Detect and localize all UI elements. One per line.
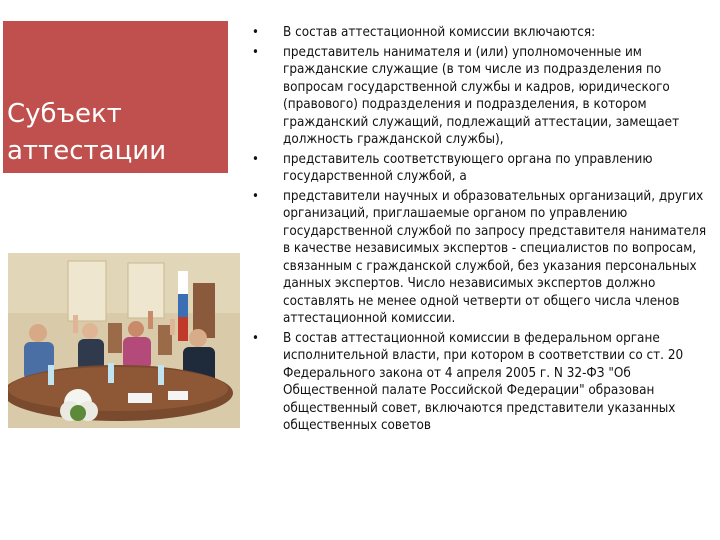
bullet-text: представители научных и образовательных организаций, других организаций, приглашаемые органом по управлению государственной службой по запросу представителя нанимателя в качестве независимых экспертов - специалистов по вопросам, связанным с гражданской службой, без указания персональных данных экспертов. Число независимых экспертов должно составлять не менее одной четверти от общего числа членов аттестационной комиссии. [283, 188, 707, 326]
list-item [252, 151, 712, 186]
meeting-photo-illustration [8, 253, 240, 428]
bullet-marker: • [252, 44, 259, 60]
bullet-marker: • [252, 25, 259, 40]
bullet-marker: • [252, 151, 259, 167]
meeting-photo [8, 253, 240, 428]
bullet-text: В состав аттестационной комиссии включаются: [283, 25, 596, 40]
list-item [252, 330, 712, 435]
list-item [252, 188, 712, 328]
slide-title: Субъект аттестации [7, 99, 167, 166]
list-item [252, 24, 712, 42]
bullet-text: представитель соответствующего органа по управлению государственной службой, а [283, 151, 653, 184]
list-item [252, 44, 712, 149]
bullet-marker: • [252, 330, 259, 346]
bullet-list [252, 24, 712, 437]
bullet-text: представитель нанимателя и (или) уполномоченные им гражданские служащие (в том числе из подразделения по вопросам государственной службы и кадров, юридического (правового) подразделения и подразделения, в котором гражданский служащий, подлежащий аттестации, замещает должность гражданской службы), [283, 44, 680, 147]
bullet-text: В состав аттестационной комиссии в федеральном органе исполнительной власти, при котором в соответствии со ст. 20 Федерального закона от 4 апреля 2005 г. N 32-ФЗ "Об Общественной палате Российской Федерации" образован общественный совет, включаются представители указанных общественных советов [283, 330, 684, 433]
bullet-marker: • [252, 188, 259, 204]
